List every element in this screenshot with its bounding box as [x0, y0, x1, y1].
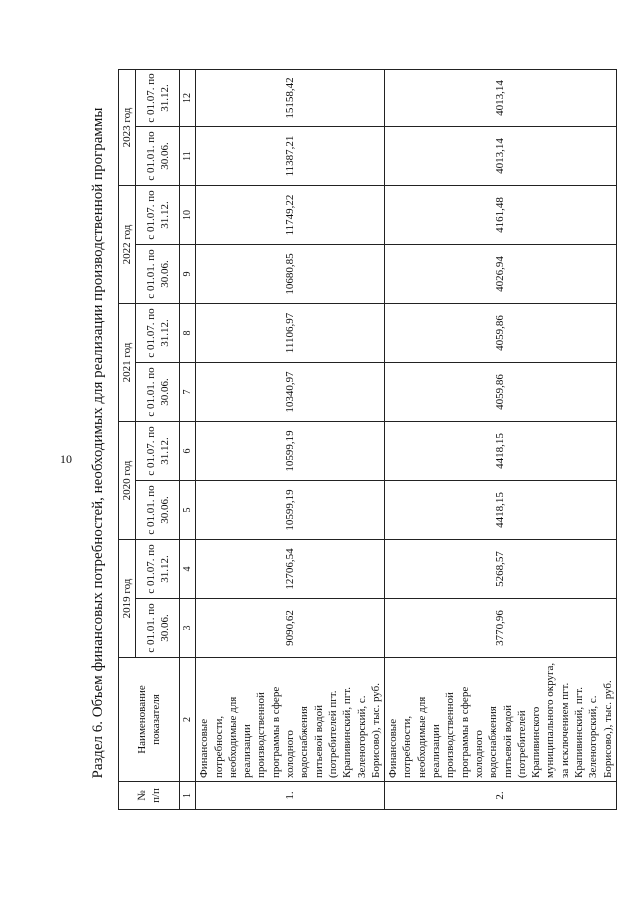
value-cell: 4026,94 [385, 245, 617, 304]
row-indicator-name: Финансовые потребности, необходимые для реализации производственной программы в сфере холодного водоснабжения питьевой водой (потребителей пгт. Крапивинский, пгт. Зеленогорский, с. Борисово), тыс. руб. [196, 658, 385, 782]
header-period-h2: с 01.07. по 31.12. [136, 540, 180, 599]
column-number: 7 [180, 363, 196, 422]
header-row-years [119, 70, 136, 810]
column-number: 9 [180, 245, 196, 304]
column-number: 1 [180, 782, 196, 810]
header-period-h1: с 01.01. по 30.06. [136, 245, 180, 304]
column-number: 5 [180, 481, 196, 540]
table-row [385, 70, 617, 810]
value-cell: 4418,15 [385, 422, 617, 481]
header-year: 2020 год [119, 422, 136, 540]
value-cell: 10680,85 [196, 245, 385, 304]
value-cell: 10599,19 [196, 422, 385, 481]
header-period-h1: с 01.01. по 30.06. [136, 481, 180, 540]
value-cell: 11106,97 [196, 304, 385, 363]
value-cell: 11387,21 [196, 127, 385, 186]
header-year: 2023 год [119, 70, 136, 186]
header-name: Наименование показателя [119, 658, 180, 782]
header-no: № п/п [119, 782, 180, 810]
value-cell: 4013,14 [385, 127, 617, 186]
column-number: 12 [180, 70, 196, 127]
header-period-h2: с 01.07. по 31.12. [136, 186, 180, 245]
section-title: Раздел 6. Объем финансовых потребностей, необходимых для реализации производственной программы [90, 107, 106, 779]
value-cell: 4418,15 [385, 481, 617, 540]
column-number: 3 [180, 599, 196, 658]
header-row-column-numbers [180, 70, 196, 810]
column-number: 11 [180, 127, 196, 186]
value-cell: 5268,57 [385, 540, 617, 599]
header-period-h2: с 01.07. по 31.12. [136, 422, 180, 481]
value-cell: 4013,14 [385, 70, 617, 127]
value-cell: 10599,19 [196, 481, 385, 540]
value-cell: 12706,54 [196, 540, 385, 599]
column-number: 4 [180, 540, 196, 599]
header-year: 2021 год [119, 304, 136, 422]
column-number: 2 [180, 658, 196, 782]
page-number: 10 [60, 452, 72, 466]
header-period-h2: с 01.07. по 31.12. [136, 70, 180, 127]
value-cell: 4161,48 [385, 186, 617, 245]
value-cell: 3770,96 [385, 599, 617, 658]
row-indicator-name: Финансовые потребности, необходимые для реализации производственной программы в сфере холодного водоснабжения питьевой водой (потребителей Крапивинского муниципального округа, за исключением пгт. Крапивинский, пгт. Зеленогорский, с. Борисово,), тыс. руб. [385, 658, 617, 782]
value-cell: 4059,86 [385, 363, 617, 422]
value-cell: 15158,42 [196, 70, 385, 127]
column-number: 6 [180, 422, 196, 481]
header-period-h1: с 01.01. по 30.06. [136, 363, 180, 422]
value-cell: 11749,22 [196, 186, 385, 245]
value-cell: 4059,86 [385, 304, 617, 363]
row-number: 2. [385, 782, 617, 810]
header-year: 2022 год [119, 186, 136, 304]
table-row [196, 70, 385, 810]
row-number: 1. [196, 782, 385, 810]
column-number: 8 [180, 304, 196, 363]
value-cell: 9090,62 [196, 599, 385, 658]
header-period-h1: с 01.01. по 30.06. [136, 599, 180, 658]
header-year: 2019 год [119, 540, 136, 658]
column-number: 10 [180, 186, 196, 245]
header-period-h2: с 01.07. по 31.12. [136, 304, 180, 363]
value-cell: 10340,97 [196, 363, 385, 422]
financial-needs-table [118, 69, 617, 810]
header-period-h1: с 01.01. по 30.06. [136, 127, 180, 186]
